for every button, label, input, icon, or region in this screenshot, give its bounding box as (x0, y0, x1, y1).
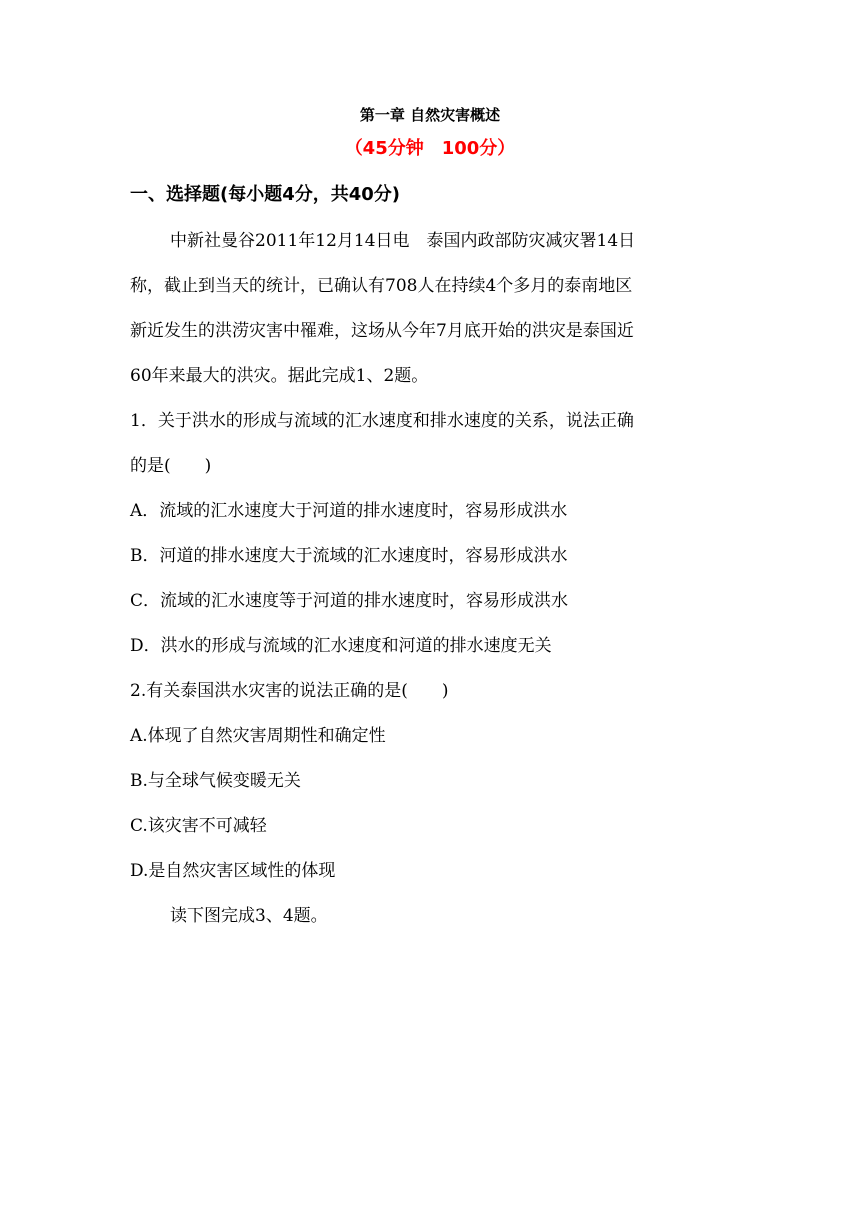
chapter-title: 第一章 自然灾害概述 (359, 106, 501, 124)
question-2-stem: 2.有关泰国洪水灾害的说法正确的是( ) (130, 681, 449, 701)
passage-line-4: 60年来最大的洪灾。据此完成1、2题。 (130, 366, 429, 386)
question-1-option-c: C．流域的汇水速度等于河道的排水速度时，容易形成洪水 (130, 591, 569, 611)
question-1-option-b: B．河道的排水速度大于流域的汇水速度时，容易形成洪水 (130, 546, 568, 566)
question-1-stem-line-1: 1．关于洪水的形成与流域的汇水速度和排水速度的关系，说法正确 (130, 411, 634, 431)
question-1-stem-line-2: 的是( ) (130, 456, 212, 476)
passage-line-3: 新近发生的洪涝灾害中罹难，这场从今年7月底开始的洪灾是泰国近 (130, 321, 634, 341)
question-2-option-d: D.是自然灾害区域性的体现 (130, 861, 336, 881)
section-heading: 一、选择题(每小题4分，共40分) (130, 184, 401, 205)
question-2-option-b: B.与全球气候变暖无关 (130, 771, 301, 791)
question-1-option-d: D．洪水的形成与流域的汇水速度和河道的排水速度无关 (130, 636, 552, 656)
instruction-text: 读下图完成3、4题。 (170, 906, 328, 926)
passage-line-2: 称，截止到当天的统计，已确认有708人在持续4个多月的泰南地区 (130, 276, 633, 296)
question-2-option-a: A.体现了自然灾害周期性和确定性 (130, 726, 386, 746)
question-2-option-c: C.该灾害不可减轻 (130, 816, 267, 836)
exam-time-score: （45分钟 100分） (344, 138, 516, 159)
question-1-option-a: A．流域的汇水速度大于河道的排水速度时，容易形成洪水 (130, 501, 568, 521)
passage-line-1: 中新社曼谷2011年12月14日电 泰国内政部防灾减灾署14日 (170, 231, 636, 251)
